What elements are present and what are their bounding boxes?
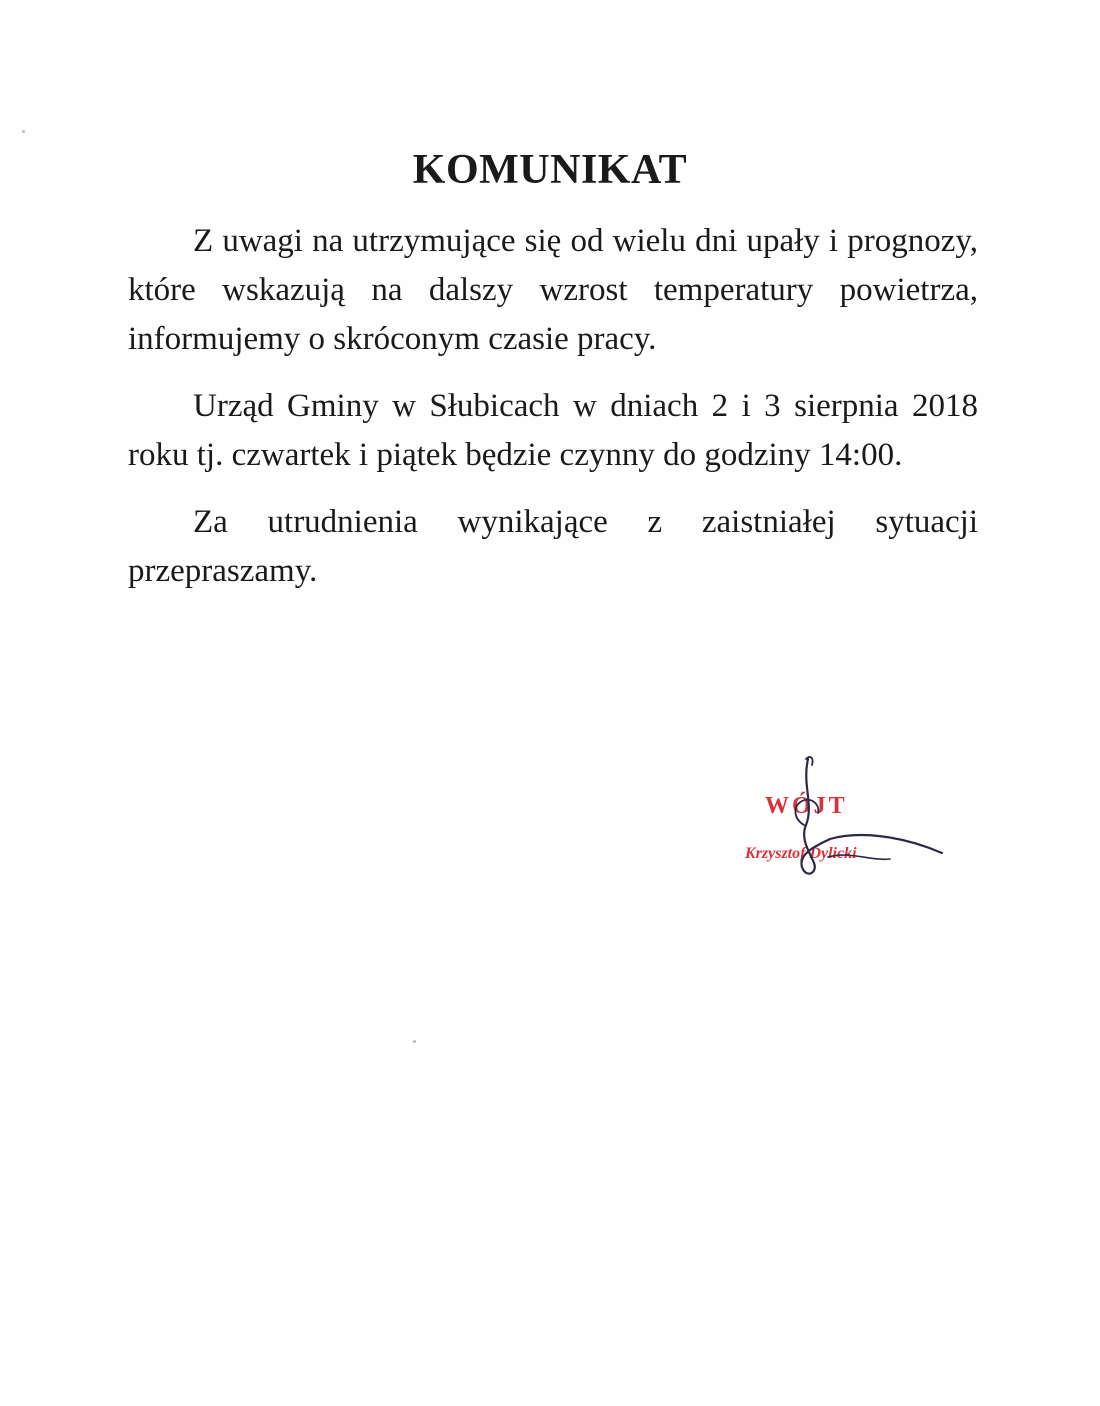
- document-body: [128, 217, 978, 614]
- scan-speck: [413, 1040, 416, 1043]
- signature-block: [740, 755, 960, 885]
- stamp-name: Krzysztof Dylicki: [745, 845, 857, 862]
- paragraph-hours: Urząd Gminy w Słubicach w dniach 2 i 3 sierpnia 2018 roku tj. czwartek i piątek będzie czynny do godziny 14:00.: [128, 388, 978, 473]
- handwritten-signature-icon: [740, 755, 960, 885]
- paragraph-intro: Z uwagi na utrzymujące się od wielu dni upały i prognozy, które wskazują na dalszy wzrost temperatury powietrza, informujemy o skróconym czasie pracy.: [128, 223, 978, 357]
- stamp-title: WÓJT: [765, 793, 848, 819]
- scan-speck: [22, 130, 25, 133]
- paragraph-apology: Za utrudnienia wynikające z zaistniałej sytuacji przepraszamy.: [128, 504, 978, 589]
- document-title: KOMUNIKAT: [412, 147, 688, 193]
